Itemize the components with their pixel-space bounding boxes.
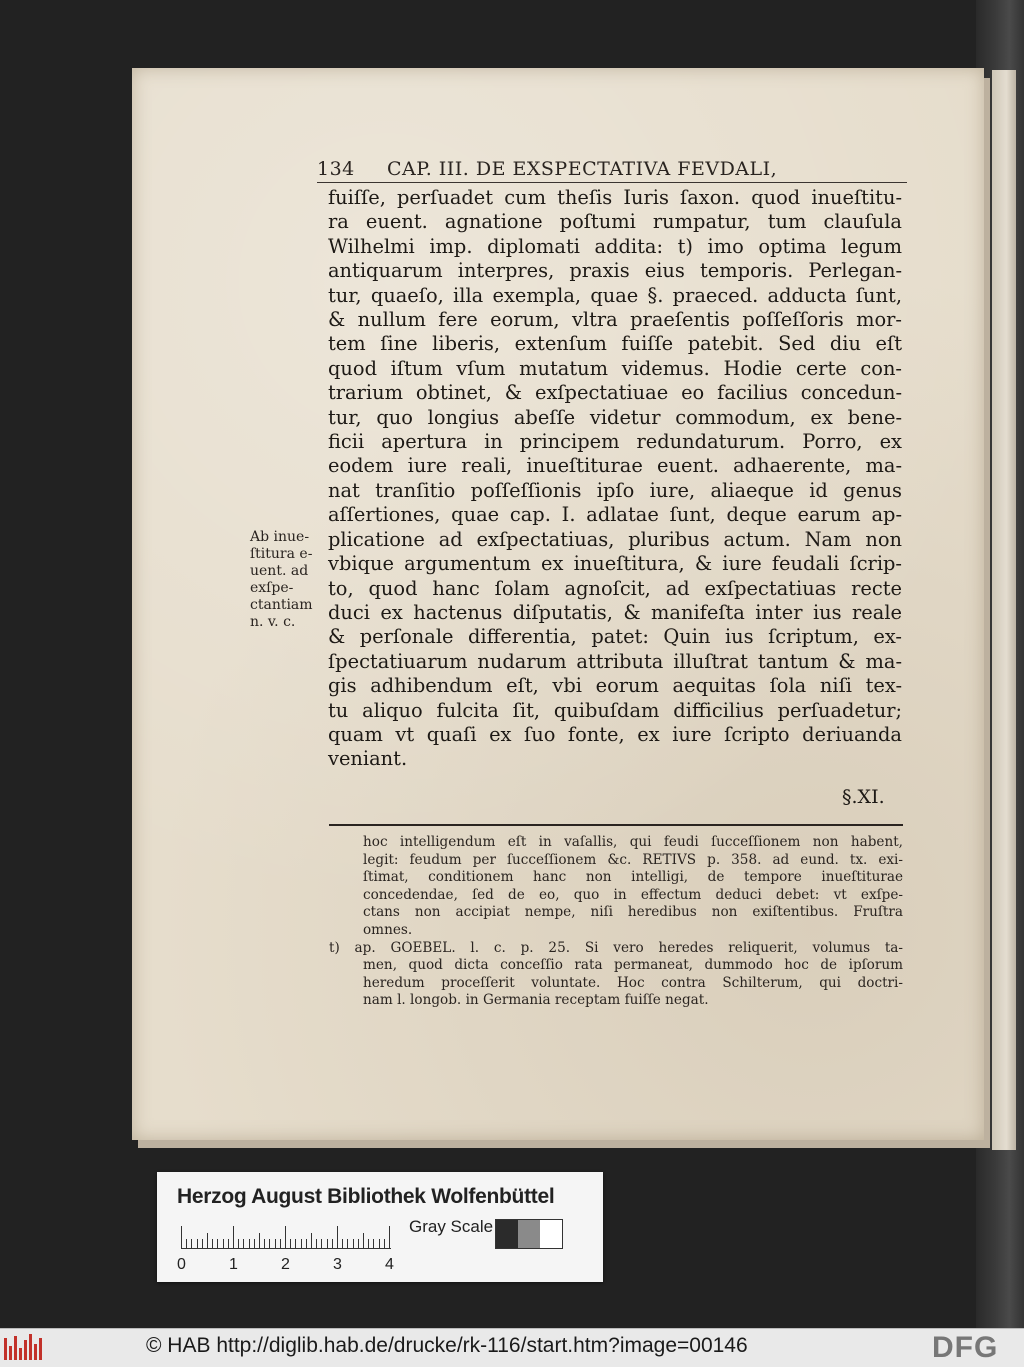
- margin-note-line: exſpe-: [250, 580, 294, 596]
- text-line: trarium obtinet, & exſpectatiuae eo facilius concedun-: [328, 381, 902, 405]
- ruler-tick: [342, 1239, 343, 1248]
- text-line: & nullum fere eorum, vltra praeſentis poſſeſſoris mor-: [328, 308, 902, 332]
- text-line: tur, quaeſo, illa exempla, quae §. praeced. adducta ſunt,: [328, 283, 902, 307]
- footnote-line: legit: feudum per ſucceſſionem &c. RETIVS p. 358. ad eund. tx. exi-: [363, 851, 903, 868]
- ruler-number: 1: [229, 1256, 238, 1273]
- ruler-tick: [353, 1239, 354, 1248]
- footnote-line: ctans non accipiat nempe, niſi heredibus non exiſtentibus. Fruſtra: [363, 904, 903, 921]
- ruler-tick: [259, 1233, 260, 1248]
- text-line: to, quod hanc ſolam agnoſcit, ad exſpectatiuas recte: [328, 576, 902, 600]
- text-line: tem ſine liberis, extenſum fuiſſe patebit. Sed diu eſt: [328, 332, 902, 356]
- text-line: fuiſſe, perſuadet cum theſis Iuris ſaxon. quod inueſtitu-: [328, 186, 902, 209]
- measurement-ruler: [181, 1224, 391, 1249]
- ruler-tick: [316, 1239, 317, 1248]
- marginal-note: [250, 529, 325, 631]
- text-line: ficii apertura in principem redundaturum. Porro, ex: [328, 430, 902, 454]
- footnote-line: ſtimat, conditionem hanc non intelligi, de tempore inueſtiturae: [363, 869, 903, 886]
- ruler-tick: [243, 1239, 244, 1248]
- section-mark: §.XI.: [842, 786, 885, 808]
- book-page: [132, 68, 984, 1140]
- gray-scale-label: Gray Scale: [409, 1217, 494, 1236]
- ruler-tick: [186, 1239, 187, 1248]
- ruler-tick: [389, 1226, 390, 1248]
- ruler-tick: [254, 1239, 255, 1248]
- ruler-tick: [249, 1239, 250, 1248]
- ruler-tick: [373, 1239, 374, 1248]
- gray-swatch: [540, 1220, 562, 1248]
- margin-note-line: uent. ad: [250, 563, 309, 579]
- ruler-tick: [212, 1239, 213, 1248]
- ruler-tick: [181, 1226, 182, 1248]
- dfg-logo: DFG: [932, 1331, 999, 1364]
- ruler-tick: [347, 1239, 348, 1248]
- margin-note-line: Ab inue-: [250, 529, 310, 545]
- color-reference-card: [157, 1172, 603, 1282]
- footnote-rule: [329, 824, 903, 826]
- footnote-line: omnes.: [363, 921, 413, 938]
- ruler-tick: [264, 1239, 265, 1248]
- footnote-line: men, quod dicta conceſſio rata permaneat, dummodo hoc de ipſorum: [363, 957, 903, 974]
- copyright-link[interactable]: © HAB http://diglib.hab.de/drucke/rk-116/start.htm?image=00146: [146, 1334, 748, 1357]
- ruler-tick: [295, 1239, 296, 1248]
- footnote-line: heredum proceſſerit voluntate. Hoc contra Schilterum, qui doctri-: [363, 974, 903, 991]
- ruler-tick: [327, 1239, 328, 1248]
- text-line: Wilhelmi imp. diplomati addita: t) imo optima legum: [328, 234, 902, 258]
- ruler-tick: [363, 1233, 364, 1248]
- ruler-tick: [384, 1239, 385, 1248]
- ruler-number: 3: [333, 1256, 342, 1273]
- ruler-tick: [191, 1239, 192, 1248]
- facing-page-edge: [992, 70, 1016, 1150]
- text-line: aſſertiones, quae cap. I. adlatae ſunt, deque earum ap-: [328, 503, 902, 527]
- gray-swatch: [496, 1220, 518, 1248]
- page-number: 134: [317, 158, 355, 180]
- text-line: quod iſtum vſum mutatum videmus. Hodie certe con-: [328, 356, 902, 380]
- ruler-tick: [233, 1226, 234, 1248]
- text-line: ra euent. agnatione poſtumi rumpatur, tum clauſula: [328, 210, 902, 234]
- ruler-tick: [269, 1239, 270, 1248]
- ruler-tick: [275, 1239, 276, 1248]
- ruler-tick: [290, 1239, 291, 1248]
- ruler-tick: [202, 1239, 203, 1248]
- footnote-line: t) ap. GOEBEL. l. c. p. 25. Si vero heredes reliquerit, volumus ta-: [329, 939, 903, 956]
- ruler-tick: [228, 1239, 229, 1248]
- text-line: plicatione ad exſpectatiuas, pluribus actum. Nam non: [328, 527, 902, 551]
- text-line: eodem iure reali, inueſtiturae euent. adhaerente, ma-: [328, 454, 902, 478]
- text-line: & perſonale differentia, patet: Quin ius ſcriptum, ex-: [328, 625, 902, 649]
- ruler-tick: [301, 1239, 302, 1248]
- text-line: duci ex hactenus diſputatis, & manifeſta inter ius reale: [328, 600, 902, 624]
- footnote-line: hoc intelligendum eſt in vaſallis, qui feudi ſucceſſionem non habent,: [363, 834, 903, 850]
- header-rule: [317, 182, 907, 183]
- gray-swatch: [518, 1220, 540, 1248]
- library-name: Herzog August Bibliothek Wolfenbüttel: [177, 1185, 555, 1208]
- ruler-tick: [207, 1233, 208, 1248]
- hab-logo-icon: [4, 1334, 46, 1360]
- ruler-number: 2: [281, 1256, 290, 1273]
- ruler-tick: [223, 1239, 224, 1248]
- running-title: CAP. III. DE EXSPECTATIVA FEVDALI,: [387, 158, 778, 180]
- ruler-tick: [217, 1239, 218, 1248]
- gray-scale-swatches: [495, 1219, 563, 1249]
- text-line: veniant.: [328, 747, 408, 771]
- ruler-tick: [306, 1239, 307, 1248]
- text-line: gis adhibendum eſt, vbi eorum aequitas ſola niſi tex-: [328, 674, 902, 698]
- ruler-tick: [197, 1239, 198, 1248]
- ruler-tick: [285, 1226, 286, 1248]
- footnote-line: concedendae, ſed de eo, quo in effectum deduci debet: vt exſpe-: [363, 886, 903, 903]
- ruler-tick: [337, 1226, 338, 1248]
- ruler-tick: [358, 1239, 359, 1248]
- ruler-tick: [332, 1239, 333, 1248]
- ruler-number: 4: [385, 1256, 394, 1273]
- text-line: tur, quo longius abeſſe videtur commodum, ex bene-: [328, 405, 902, 429]
- text-line: quam vt quaſi ex ſuo fonte, ex iure ſcripto deriuanda: [328, 722, 902, 746]
- ruler-tick: [280, 1239, 281, 1248]
- footnotes-block: [329, 834, 903, 1010]
- ruler-tick: [311, 1233, 312, 1248]
- margin-note-line: ctantiam: [250, 597, 313, 613]
- text-line: nat tranſitio poſſeſſionis ipſo iure, aliaeque id genus: [328, 478, 902, 502]
- margin-note-line: ſtitura e-: [250, 546, 313, 562]
- main-text-block: [328, 186, 902, 772]
- text-line: ſpectatiuarum nudarum attributa illuſtrat tantum & ma-: [328, 649, 902, 673]
- running-header: [317, 158, 937, 180]
- ruler-number: 0: [177, 1256, 186, 1273]
- text-line: antiquarum interpres, praxis eius temporis. Perlegan-: [328, 259, 902, 283]
- footnote-line: nam l. longob. in Germania receptam fuiſſe negat.: [363, 992, 709, 1009]
- ruler-tick: [379, 1239, 380, 1248]
- ruler-tick: [368, 1239, 369, 1248]
- ruler-tick: [321, 1239, 322, 1248]
- margin-note-line: n. v. c.: [250, 614, 296, 630]
- text-line: vbique argumentum ex inueſtitura, & iure feudali ſcrip-: [328, 552, 902, 576]
- text-line: tu aliquo fulcita ſit, quibuſdam difficilius perſuadetur;: [328, 698, 902, 722]
- ruler-tick: [238, 1239, 239, 1248]
